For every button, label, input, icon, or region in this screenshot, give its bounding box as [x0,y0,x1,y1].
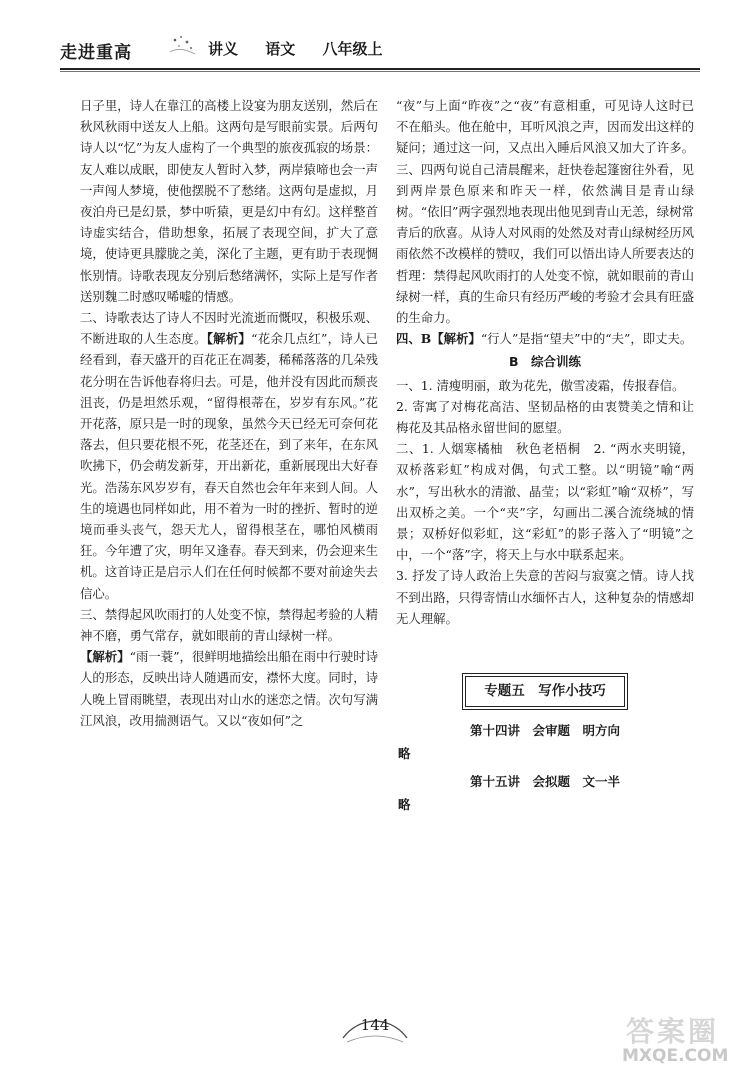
watermark-text: 答案圈 [626,1015,720,1048]
answer-two-text: 二、诗歌表达了诗人不因时光流逝而慨叹，积极乐观、不断进取的人生态度。 [80,310,378,347]
left-para-2 [80,307,378,604]
subject-item-grade: 八年级上 [322,40,383,58]
section-b-item-3: 二、1. 人烟寒橘柚 秋色老梧桐 2. “两水夹明镜，双桥落彩虹”构成对偶，句式工整。以“明镜”喻“两水”，写出秋水的清澈、晶莹；以“彩虹”喻“双桥”，写出双桥之美。一个“夹”字，勾画出二溪合流绕城的情景；双桥好似彩虹，这“彩虹”的影子落入了“明镜”之中，一个“落”字，将天上与水中联系起来。 [396,441,694,563]
header-rule [60,68,700,70]
section-b-title: B 综合训练 [508,354,582,370]
topic-box [462,673,628,710]
lecture-14-title: 第十四讲 会审题 明方向 [469,723,620,739]
page-number: 144 [360,1016,390,1034]
answer-four-text: “行人”是指“望夫”中的“夫”，即丈夫。 [480,331,693,347]
brand-decoration-icon [165,32,205,62]
analysis-tag: 【解析】 [206,331,252,347]
section-b-item-2: 2. 寄寓了对梅花高洁、坚韧品格的由衷赞美之情和让梅花及其品格永留世间的愿望。 [396,398,694,436]
header-rule-thin [60,71,700,72]
left-para-3 [80,604,378,646]
page-header [60,30,700,70]
right-para-2 [396,328,694,349]
lecture-14-answer: 略 [398,746,411,762]
topic-box-title: 专题五 写作小技巧 [465,676,625,707]
page-number-badge [335,1008,415,1048]
right-column [396,95,694,815]
analysis-tag: 【解析】 [431,331,481,347]
watermark-logo [612,1010,742,1068]
answer-four-prefix: 四、B [396,331,432,347]
watermark-url: MXQE.COM [622,1046,729,1066]
analysis-two-text: “花余几点红”，诗人已经看到，春天盛开的百花正在凋萎，稀稀落落的几朵残花分明在告诉他春将归去。可是，他并没有因此而颓丧沮丧，仍是坦然乐观，“留得根蒂在，岁岁有东风。”花开花落，原只是一时的现象，虽然今天已经无可奈何花落去，但只要花根不死，花茎还在，到了来年，在东风吹拂下，仍会萌发新芽，开出新花，重新展现出大好春光。浩荡东风岁岁有，春天自然也会年年来到人间。人生的境遇也同样如此，用不着为一时的挫折、暂时的逆境而垂头丧气，怨天尤人，留得根茎在，哪怕风横雨狂。今年遭了灾，明年又逢春。春天到来，仍会迎来生机。这首诗正是启示人们在任何时候都不要对前途失去信心。 [80,331,378,601]
answer-three-text: 三、禁得起风吹雨打的人处变不惊，禁得起考验的人精神不磨，勇气常存，就如眼前的青山绿树一样。 [80,606,378,644]
subject-item-handout: 讲义 [208,40,239,58]
analysis-three-text: “雨一蓑”，很鲜明地描绘出船在雨中行驶时诗人的形态，反映出诗人随遇而安，襟怀大度。同时，诗人晚上冒雨眺望，表现出对山水的迷恋之情。次句写满江风浪，改用揣测语气。又以“夜如何”之 [80,649,379,728]
left-column [80,95,378,731]
subject-item-chinese: 语文 [265,40,296,58]
right-para-1: “夜”与上面“昨夜”之“夜”有意相重，可见诗人这时已不在船头。他在舱中，耳听风浪之声，因而发出这样的疑问；通过这一问，又点出入睡后风浪又加大了许多。三、四两句说自己清晨醒来，赶快卷起篷窗往外看，见到两岸景色原来和昨天一样，依然满目是青山绿树。“依旧”两字强烈地表现出他见到青山无恙，绿树常青后的欣喜。从诗人对风雨的处然及对青山绿树经历风雨依然不改模样的赞叹，我们可以悟出诗人所要表达的哲理：禁得起风吹雨打的人处变不惊，就如眼前的青山绿树一样，真的生命只有经历严峻的考验才会具有旺盛的生命力。 [396,98,694,326]
section-b-item-4: 3. 抒发了诗人政治上失意的苦闷与寂寞之情。诗人找不到出路，只得寄情山水缅怀古人，这种复杂的情感却无人理解。 [396,568,694,626]
section-b-item-1: 一、1. 清瘦明丽，敢为花先，傲雪凌霜，传报春信。 [396,377,685,393]
lecture-15-title: 第十五讲 会拟题 文一半 [469,773,620,789]
analysis-tag: 【解析】 [80,649,130,665]
subject-line [208,38,395,59]
left-para-4 [80,646,378,731]
brand-title: 走进重高 [60,43,132,63]
left-para-1: 日子里，诗人在靠江的高楼上设宴为朋友送别，然后在秋风秋雨中送友人上船。这两句是写眼前实景。后两句诗人以“忆”为友人虚构了一个典型的旅夜孤寂的场景：友人难以成眠，即使友人暂时入梦，两岸猿啼也会一声一声闯人梦境，使他摆脱不了愁绪。这两句是虚拟，月夜泊舟已是幻景，梦中听猿，更是幻中有幻。这样整首诗虚实结合，借助想象，拓展了表现空间，扩大了意境，使诗更具朦胧之美，深化了主题，更有助于表现惆怅别情。诗歌表现友分别后愁绪满怀，实际上是写作者送别魏二时感叹唏嘘的情感。 [80,98,378,304]
lecture-15-answer: 略 [398,796,411,812]
